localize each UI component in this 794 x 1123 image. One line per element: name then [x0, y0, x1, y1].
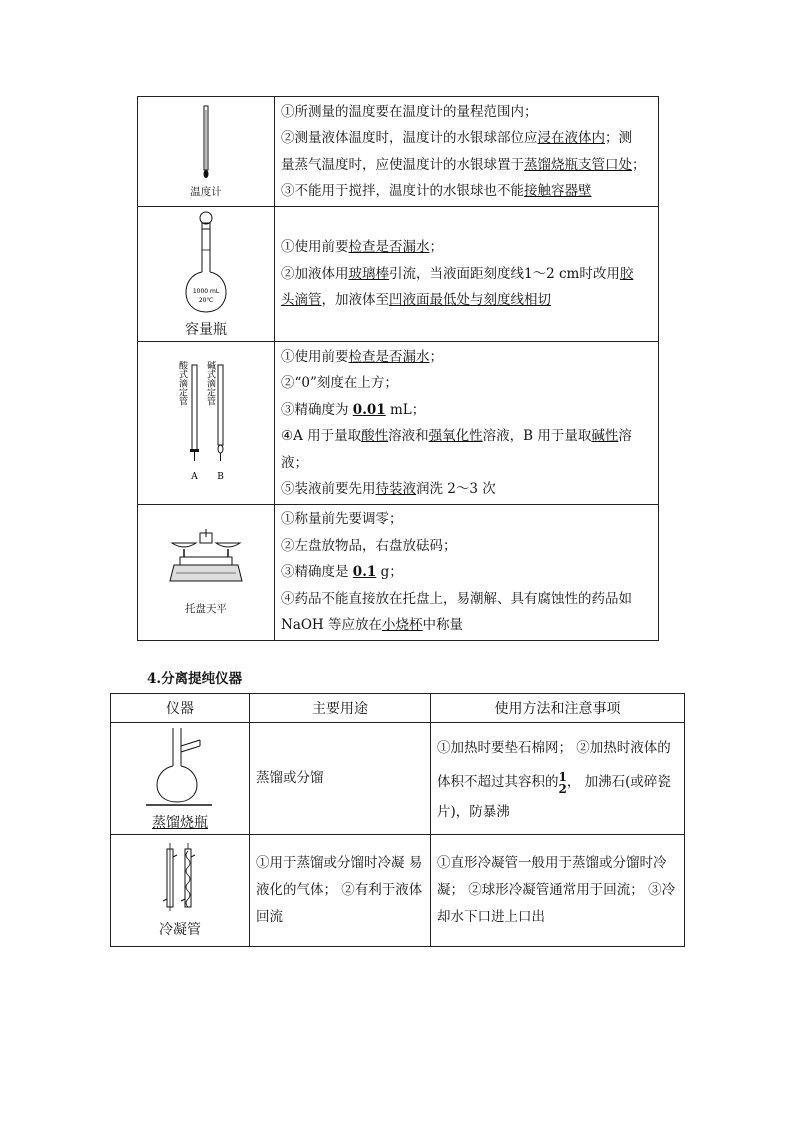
key-phrase: 玻璃棒: [348, 265, 389, 282]
note-text: ；: [429, 348, 443, 365]
balance-icon: [166, 529, 246, 591]
key-phrase: 凹液面最低处与刻度线相切: [389, 292, 551, 309]
note-text: ①使用前要: [281, 348, 349, 365]
volumetric-flask-caption: 容量瓶: [185, 321, 227, 338]
acid-burette-label: 酸式滴定管: [177, 360, 187, 405]
distillation-flask-icon: [140, 726, 220, 806]
condenser-use: [250, 835, 431, 947]
condenser-notes: [431, 835, 685, 947]
note-text: 引流，当液面距刻度线1～2 cm时改用: [389, 265, 620, 282]
use-text: ②有利于液体回流: [256, 882, 423, 925]
note-text: ①使用前要: [281, 239, 349, 256]
note-text: ③不能用于搅拌，温度计的水银球也不能: [281, 183, 524, 199]
key-phrase: 蒸馏烧瓶支管口处: [524, 156, 632, 173]
note-text: ②左盘放物品，右盘放砝码；: [281, 537, 457, 554]
note-text: 液；: [281, 454, 308, 471]
note-text: 溶液和: [388, 428, 429, 444]
table-header-row: [111, 694, 685, 723]
header-main-use: 主要用途: [250, 694, 431, 723]
table-row: [111, 723, 685, 835]
flask-volume-label: 1000 mL: [192, 287, 220, 295]
balance-caption: 托盘天平: [185, 603, 227, 615]
distillation-flask-notes: [431, 723, 685, 835]
note-text: 加沸石(或碎瓷片)，防暴沸: [437, 774, 671, 820]
volumetric-flask-cell: [138, 207, 275, 342]
condenser-caption: 冷凝管: [159, 921, 201, 938]
note-text: ④A 用于量取: [281, 428, 362, 444]
instrument-table: [137, 96, 659, 641]
fraction: [559, 771, 567, 795]
note-text: 溶液，B 用于量取: [482, 428, 592, 444]
thermometer-caption: 温度计: [190, 186, 222, 198]
note-text: ②“0”刻度在上方；: [281, 375, 398, 391]
key-phrase: 强氧化性: [428, 428, 483, 444]
key-phrase: 检查是否漏水: [348, 348, 430, 365]
note-text: ③冷却水下口进上口出: [437, 882, 676, 925]
thermometer-notes: [275, 97, 659, 207]
fraction-denominator: 2: [558, 781, 567, 796]
burette-cell: [138, 342, 275, 505]
table-row: [138, 97, 659, 207]
table-row: [138, 207, 659, 342]
note-text: ，加液体至: [321, 292, 389, 309]
distillation-flask-use: 蒸馏或分馏: [250, 723, 431, 835]
thermometer-cell: [138, 97, 275, 207]
key-phrase: 接触容器壁: [524, 183, 592, 199]
condenser-cell: [111, 835, 250, 947]
use-text: ①用于蒸馏或分馏时冷凝: [256, 855, 405, 871]
key-phrase: 碱性: [591, 428, 619, 444]
distillation-flask-cell: [111, 723, 250, 835]
fraction-numerator: 1: [558, 769, 567, 784]
note-text: ⑤装液前要先用: [281, 481, 376, 497]
note-text: mL；: [385, 401, 426, 418]
burette-icon: [166, 361, 246, 486]
condenser-icon: [155, 843, 205, 911]
table-row: [111, 835, 685, 947]
note-text: ②测量液体温度时，温度计的水银球部位应: [281, 130, 538, 146]
note-text: ①称量前先要调零；: [281, 511, 403, 528]
note-text: ；测: [605, 130, 632, 146]
section-title: 4.分离提纯仪器: [147, 671, 243, 687]
note-text: ③精确度为: [281, 401, 353, 418]
header-instrument: 仪器: [111, 694, 250, 723]
note-text: ；: [632, 156, 646, 173]
note-text: ③精确度是: [281, 564, 353, 581]
balance-cell: [138, 505, 275, 641]
key-phrase: 浸在液体内: [537, 130, 605, 146]
note-text: ①直形冷凝管一般用于蒸馏或分馏时冷: [437, 855, 667, 871]
burette-notes: [275, 342, 659, 505]
burette-b-label: B: [217, 471, 224, 482]
note-text: ②球形冷凝管通常用于回流；: [468, 882, 644, 898]
key-phrase: 检查是否漏水: [348, 239, 430, 256]
table-row: [138, 342, 659, 505]
volumetric-flask-icon: [176, 210, 236, 315]
header-usage-notes: 使用方法和注意事项: [431, 694, 685, 723]
note-text: 中称量: [422, 617, 463, 634]
key-phrase: 小烧杯: [382, 617, 423, 634]
note-text: ，: [566, 774, 581, 790]
note-text: NaOH 等应放在: [281, 617, 382, 634]
note-text: ②加液体用: [281, 265, 349, 282]
note-text: 溶: [618, 428, 632, 444]
note-text: 润洗 2～3 次: [416, 481, 496, 497]
note-text: ①所测量的温度要在温度计的量程范围内；: [281, 103, 538, 120]
separation-instrument-table: [110, 693, 685, 947]
note-text: 凝；: [437, 882, 464, 898]
distillation-flask-caption: 蒸馏烧瓶: [152, 814, 208, 831]
base-burette-label: 碱式滴定管: [205, 360, 215, 405]
use-text: 易液化的气体；: [256, 855, 423, 898]
key-phrase: 酸性: [361, 428, 389, 444]
note-text: ④药品不能直接放在托盘上，易潮解、具有腐蚀性的药品如: [281, 590, 632, 607]
burette-a-label: A: [191, 471, 198, 482]
volumetric-flask-notes: [275, 207, 659, 342]
key-value: 0.1: [352, 564, 377, 581]
note-text: ；: [429, 239, 443, 256]
key-phrase: 胶: [619, 265, 634, 282]
note-text: g；: [376, 564, 403, 581]
key-phrase: 头滴管: [281, 292, 322, 309]
table-row: [138, 505, 659, 641]
note-text: 量蒸气温度时，应使温度计的水银球置于: [281, 156, 524, 173]
thermometer-icon: [186, 104, 226, 184]
key-value: 0.01: [352, 401, 386, 418]
balance-notes: [275, 505, 659, 641]
key-phrase: 待装液: [375, 481, 416, 497]
note-text: ②加热时液体的体积不超过其容积的: [437, 740, 671, 790]
note-text: ①加热时要垫石棉网；: [437, 740, 572, 756]
flask-temperature-label: 20℃: [198, 296, 214, 304]
